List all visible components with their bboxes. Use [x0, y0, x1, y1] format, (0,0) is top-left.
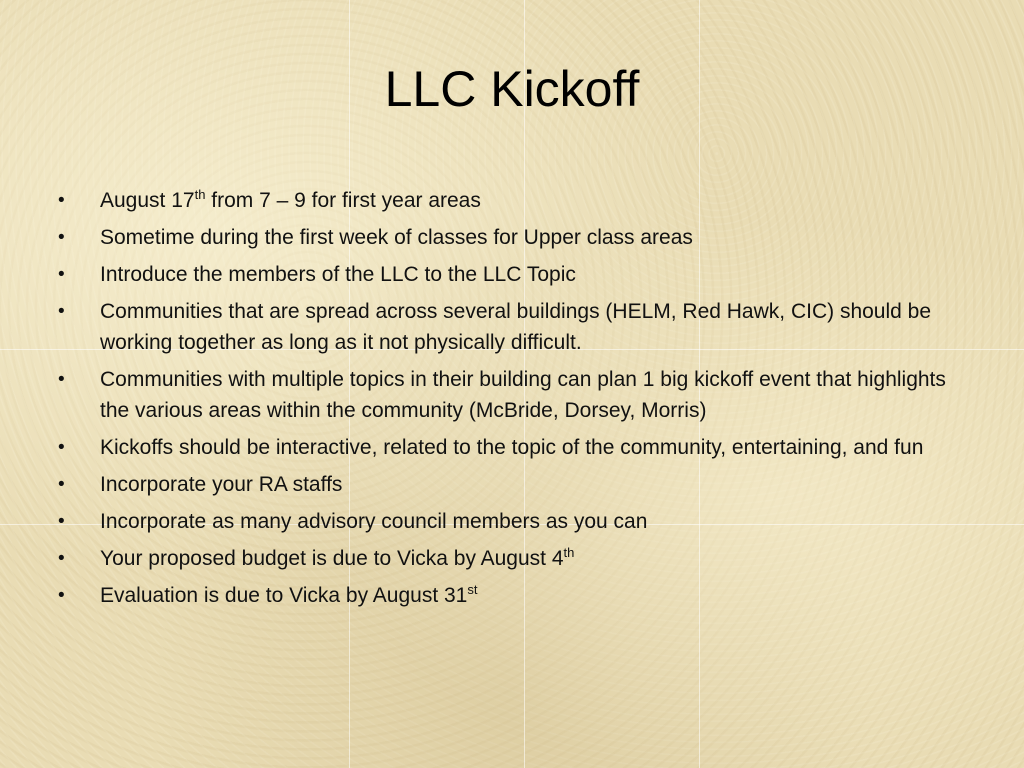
bullet-dot: •	[58, 227, 65, 248]
bullet-text: Incorporate your RA staffs	[100, 473, 343, 496]
bullet-dot: •	[58, 511, 65, 532]
bullet-item	[58, 543, 968, 574]
bullet-item	[58, 432, 968, 463]
bullet-text: Communities with multiple topics in their building can plan 1 big kickoff event that highlights the various areas within the community (McBride, Dorsey, Morris)	[100, 368, 946, 422]
bullet-text: Sometime during the first week of classes for Upper class areas	[100, 226, 693, 249]
bullet-list	[58, 185, 968, 617]
ordinal-suffix: th	[194, 187, 206, 202]
bullet-text: August 17	[100, 189, 195, 212]
bullet-dot: •	[58, 585, 65, 606]
bullet-dot: •	[58, 190, 65, 211]
bullet-dot: •	[58, 369, 65, 390]
bullet-text: Your proposed budget is due to Vicka by August 4	[100, 547, 564, 570]
bullet-item	[58, 506, 968, 537]
bullet-text: Incorporate as many advisory council members as you can	[100, 510, 648, 533]
bullet-text: Kickoffs should be interactive, related to the topic of the community, entertaining, and fun	[100, 436, 924, 459]
bullet-dot: •	[58, 264, 65, 285]
bullet-dot: •	[58, 548, 65, 569]
bullet-item	[58, 222, 968, 253]
bullet-dot: •	[58, 437, 65, 458]
bullet-item	[58, 469, 968, 500]
bullet-dot: •	[58, 301, 65, 322]
bullet-item	[58, 364, 968, 426]
bullet-dot: •	[58, 474, 65, 495]
bullet-text: Evaluation is due to Vicka by August 31	[100, 584, 468, 607]
slide-title: LLC Kickoff	[384, 61, 640, 117]
bullet-item	[58, 259, 968, 290]
bullet-item	[58, 580, 968, 611]
bullet-text-cont: from 7 – 9 for first year areas	[205, 189, 481, 212]
bullet-item	[58, 296, 968, 358]
ordinal-suffix: st	[467, 582, 478, 597]
bullet-item	[58, 185, 968, 216]
bullet-text: Communities that are spread across several buildings (HELM, Red Hawk, CIC) should be working together as long as it not physically difficult.	[100, 300, 932, 354]
bullet-text: Introduce the members of the LLC to the LLC Topic	[100, 263, 576, 286]
ordinal-suffix: th	[563, 545, 575, 560]
